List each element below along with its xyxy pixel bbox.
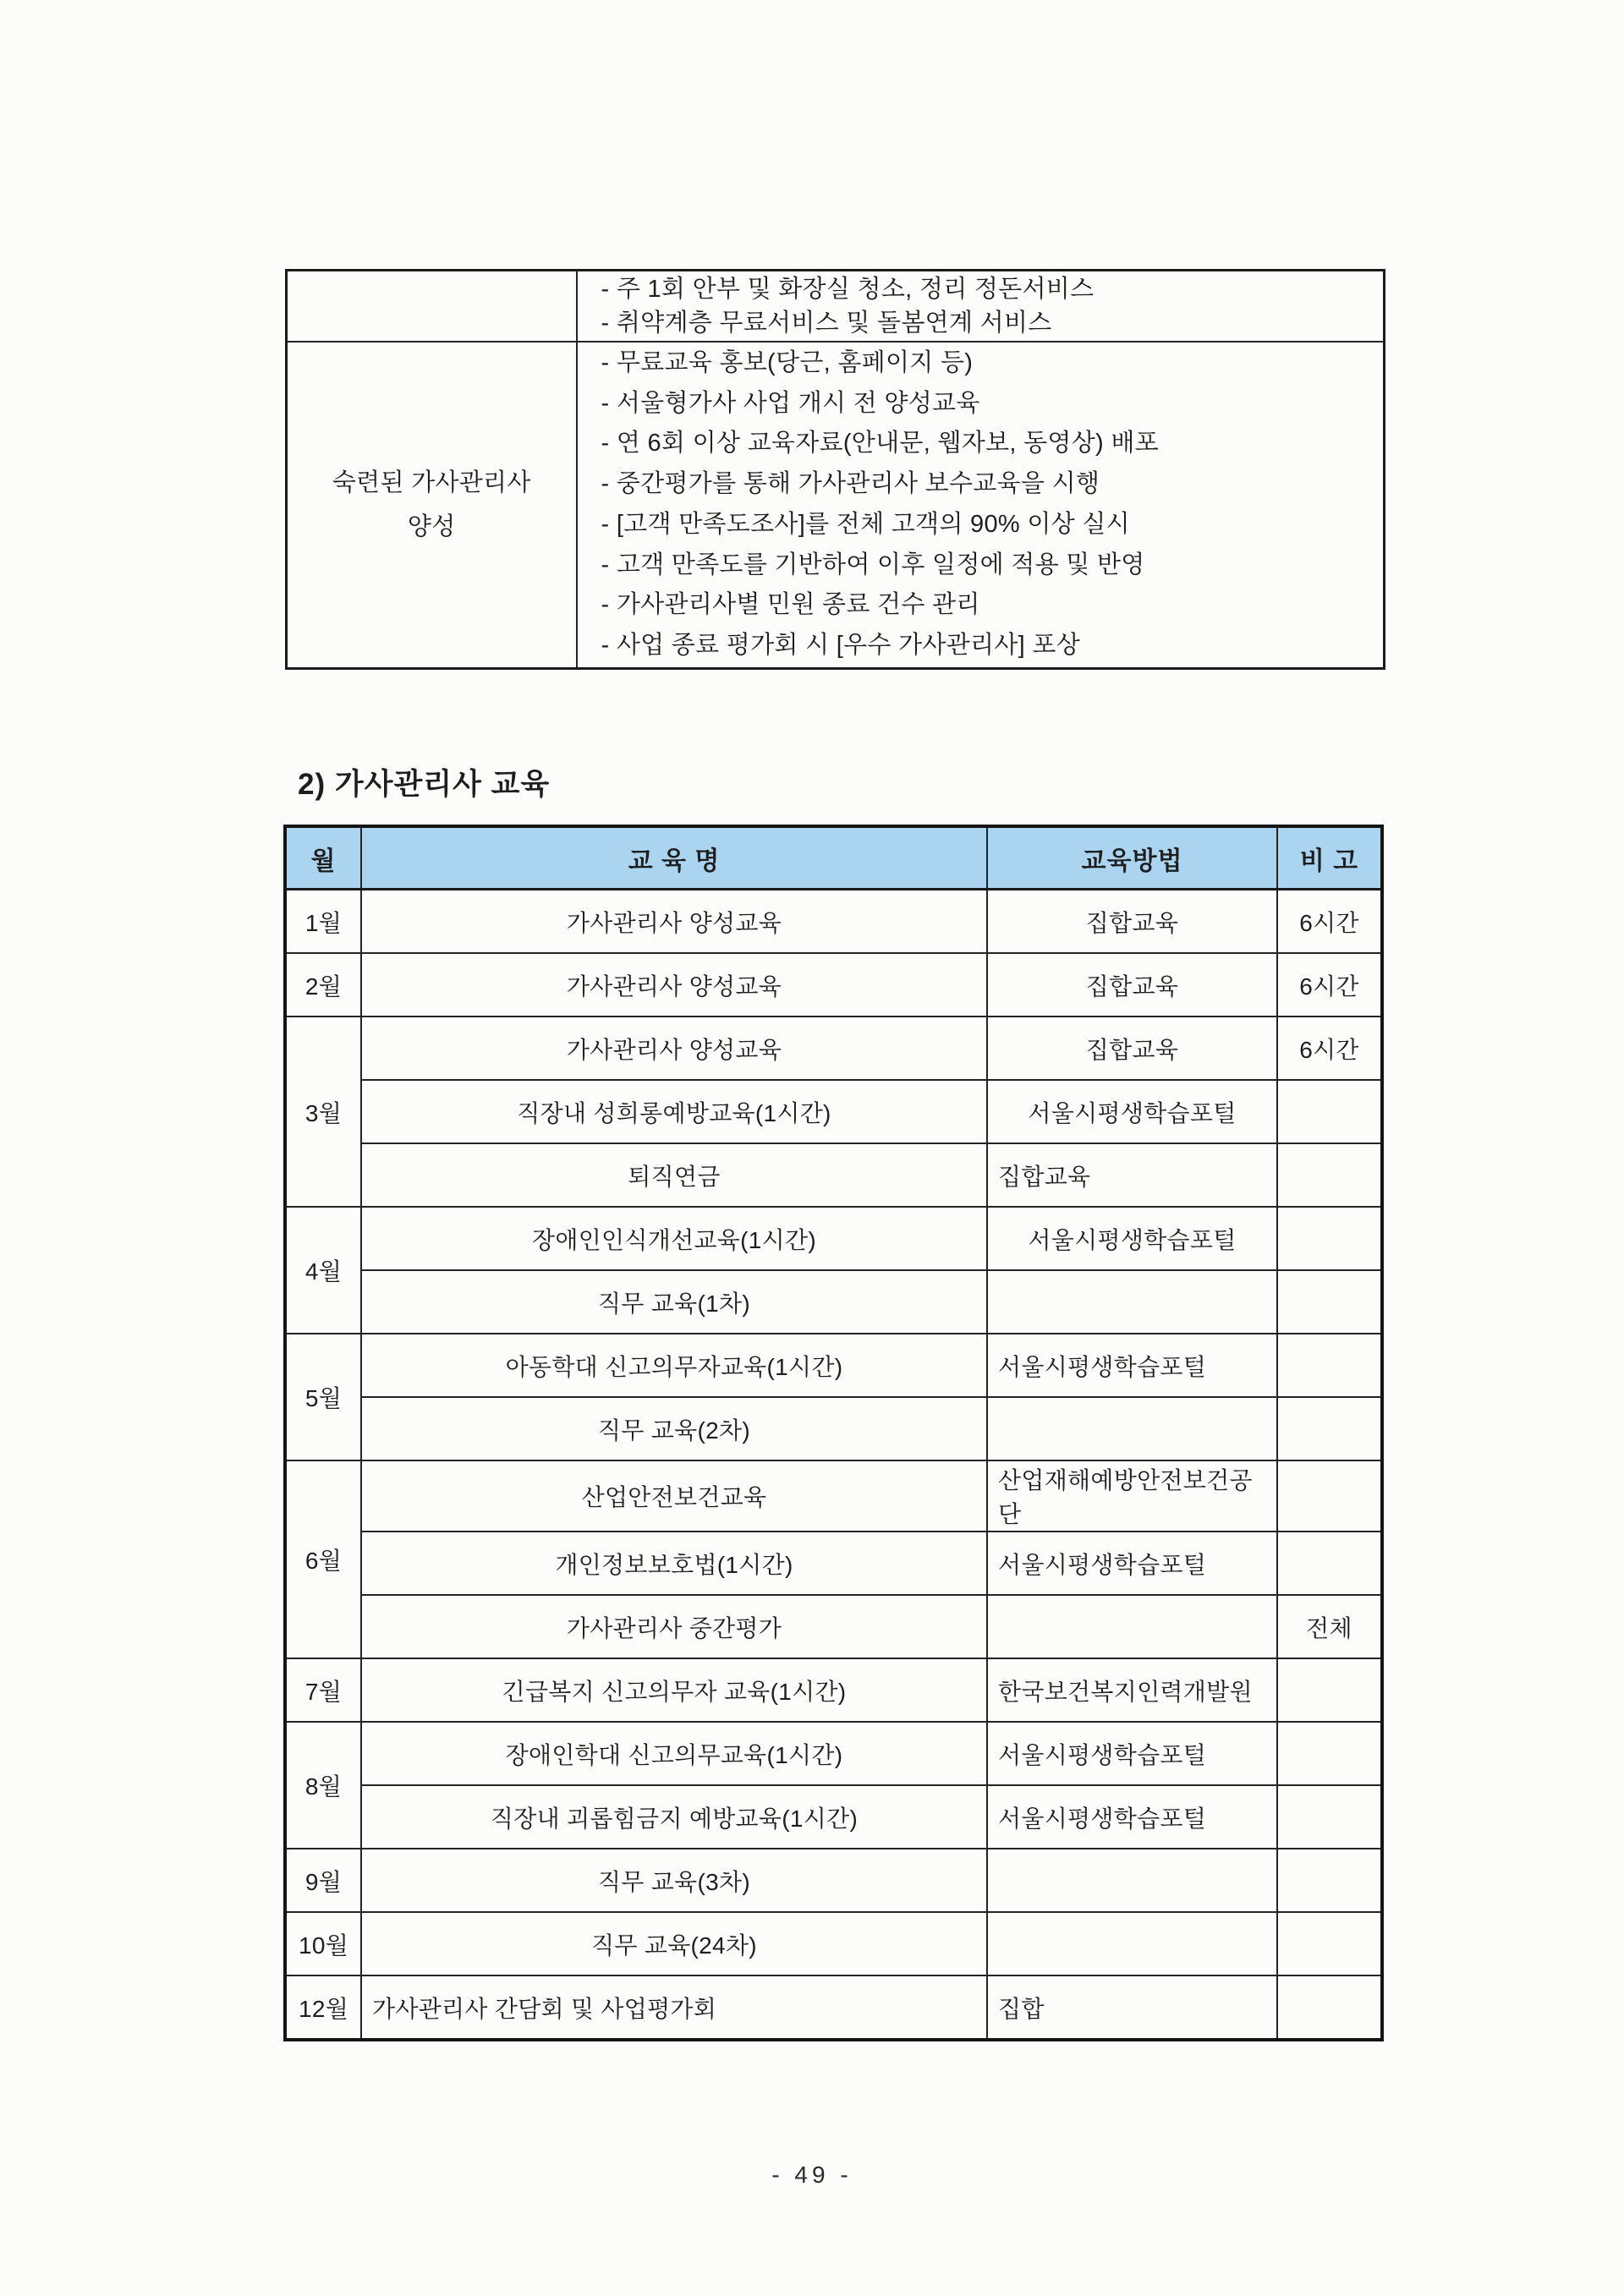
month-cell: 2월: [285, 953, 361, 1016]
bullet-line: - 주 1회 안부 및 화장실 청소, 정리 정돈서비스: [601, 276, 1095, 303]
education-method-cell: 서울시평생학습포털: [987, 1722, 1277, 1785]
note-cell: [1277, 1849, 1382, 1912]
table-row: [285, 1080, 1382, 1143]
table-row: [285, 1532, 1382, 1595]
bullet-line: - 취약계층 무료서비스 및 돌봄연계 서비스: [601, 310, 1052, 337]
education-name-cell: 가사관리사 간담회 및 사업평가회: [361, 1975, 987, 2040]
education-method-cell: 서울시평생학습포털: [987, 1080, 1277, 1143]
month-cell: 10월: [285, 1912, 361, 1975]
month-header: 월: [285, 826, 361, 890]
month-cell: 4월: [285, 1207, 361, 1334]
month-cell: 3월: [285, 1016, 361, 1207]
table-row: [285, 890, 1382, 954]
education-method-cell: 서울시평생학습포털: [987, 1532, 1277, 1595]
education-name-cell: 가사관리사 중간평가: [361, 1595, 987, 1658]
category-cell: [287, 271, 577, 342]
education-method-cell: 서울시평생학습포털: [987, 1334, 1277, 1397]
note-cell: [1277, 1722, 1382, 1785]
education-method-header: 교육방법: [987, 826, 1277, 890]
table-row: [285, 1143, 1382, 1207]
category-label-line: 숙련된 가사관리사: [332, 469, 531, 496]
table-row: [285, 1785, 1382, 1849]
table-row: [287, 271, 1385, 342]
header-row: [285, 826, 1382, 890]
table-row: [285, 1270, 1382, 1334]
note-cell: 6시간: [1277, 953, 1382, 1016]
table-row: [285, 1334, 1382, 1397]
bullet-line: - 서울형가사 사업 개시 전 양성교육: [601, 389, 980, 417]
month-cell: 7월: [285, 1658, 361, 1722]
section-heading: 2) 가사관리사 교육: [298, 768, 551, 801]
education-name-cell: 긴급복지 신고의무자 교육(1시간): [361, 1658, 987, 1722]
note-cell: [1277, 1080, 1382, 1143]
bullet-line: - 무료교육 홍보(당근, 홈페이지 등): [601, 349, 974, 376]
note-header: 비 고: [1277, 826, 1382, 890]
note-cell: [1277, 1334, 1382, 1397]
education-method-cell: 서울시평생학습포털: [987, 1207, 1277, 1270]
note-cell: [1277, 1532, 1382, 1595]
education-name-cell: 장애인학대 신고의무교육(1시간): [361, 1722, 987, 1785]
note-cell: 6시간: [1277, 1016, 1382, 1080]
page-number: - 49 -: [771, 2162, 853, 2188]
bullet-line: - 고객 만족도를 기반하여 이후 일정에 적용 및 반영: [601, 551, 1145, 578]
education-method-cell: 집합: [987, 1975, 1277, 2040]
education-name-cell: 가사관리사 양성교육: [361, 1016, 987, 1080]
month-cell: 1월: [285, 890, 361, 954]
table-row: [285, 1912, 1382, 1975]
bullet-line: - 중간평가를 통해 가사관리사 보수교육을 시행: [601, 470, 1100, 498]
education-method-cell: 산업재해예방안전보건공단: [987, 1460, 1277, 1532]
education-method-cell: 집합교육: [987, 890, 1277, 954]
month-cell: 9월: [285, 1849, 361, 1912]
table-row: [285, 1016, 1382, 1080]
education-name-cell: 직장내 성희롱예방교육(1시간): [361, 1080, 987, 1143]
education-method-cell: 서울시평생학습포털: [987, 1785, 1277, 1849]
month-cell: 12월: [285, 1975, 361, 2040]
education-schedule-table: [283, 825, 1384, 2041]
education-name-cell: 산업안전보건교육: [361, 1460, 987, 1532]
education-method-cell: 한국보건복지인력개발원: [987, 1658, 1277, 1722]
note-cell: [1277, 1460, 1382, 1532]
note-cell: [1277, 1658, 1382, 1722]
education-name-cell: 장애인인식개선교육(1시간): [361, 1207, 987, 1270]
table-row: [287, 342, 1385, 668]
education-method-cell: [987, 1270, 1277, 1334]
education-name-header: 교 육 명: [361, 826, 987, 890]
education-name-cell: 직무 교육(24차): [361, 1912, 987, 1975]
education-name-cell: 개인정보보호법(1시간): [361, 1532, 987, 1595]
education-method-cell: [987, 1397, 1277, 1460]
education-name-cell: 아동학대 신고의무자교육(1시간): [361, 1334, 987, 1397]
note-cell: [1277, 1975, 1382, 2040]
note-cell: [1277, 1397, 1382, 1460]
service-items-cell: [577, 342, 1385, 668]
education-name-cell: 직장내 괴롭힘금지 예방교육(1시간): [361, 1785, 987, 1849]
education-name-cell: 퇴직연금: [361, 1143, 987, 1207]
bullet-line: - 가사관리사별 민원 종료 건수 관리: [601, 591, 980, 619]
note-cell: [1277, 1207, 1382, 1270]
note-cell: [1277, 1785, 1382, 1849]
table-row: [285, 1460, 1382, 1532]
education-method-cell: [987, 1595, 1277, 1658]
month-cell: 5월: [285, 1334, 361, 1460]
table-row: [285, 1207, 1382, 1270]
education-method-cell: 집합교육: [987, 1143, 1277, 1207]
note-cell: 전체: [1277, 1595, 1382, 1658]
bullet-line: - 사업 종료 평가회 시 [우수 가사관리사] 포상: [601, 631, 1081, 659]
month-cell: 6월: [285, 1460, 361, 1658]
education-name-cell: 직무 교육(1차): [361, 1270, 987, 1334]
education-method-cell: [987, 1849, 1277, 1912]
education-name-cell: 직무 교육(3차): [361, 1849, 987, 1912]
month-cell: 8월: [285, 1722, 361, 1849]
education-name-cell: 가사관리사 양성교육: [361, 890, 987, 954]
education-name-cell: 직무 교육(2차): [361, 1397, 987, 1460]
education-name-cell: 가사관리사 양성교육: [361, 953, 987, 1016]
bullet-line: - 연 6회 이상 교육자료(안내문, 웹자보, 동영상) 배포: [601, 430, 1159, 458]
service-table: [285, 269, 1385, 670]
education-method-cell: [987, 1912, 1277, 1975]
table-row: [285, 1849, 1382, 1912]
table-row: [285, 1658, 1382, 1722]
education-method-cell: 집합교육: [987, 1016, 1277, 1080]
table-row: [285, 1975, 1382, 2040]
category-cell: [287, 342, 577, 668]
table-row: [285, 1397, 1382, 1460]
note-cell: [1277, 1143, 1382, 1207]
bullet-line: - [고객 만족도조사]를 전체 고객의 90% 이상 실시: [601, 510, 1130, 538]
table-row: [285, 1722, 1382, 1785]
note-cell: [1277, 1270, 1382, 1334]
note-cell: 6시간: [1277, 890, 1382, 954]
table-row: [285, 1595, 1382, 1658]
education-method-cell: 집합교육: [987, 953, 1277, 1016]
category-label-line: 양성: [407, 512, 456, 540]
service-items-cell: [577, 271, 1385, 342]
note-cell: [1277, 1912, 1382, 1975]
table-row: [285, 953, 1382, 1016]
